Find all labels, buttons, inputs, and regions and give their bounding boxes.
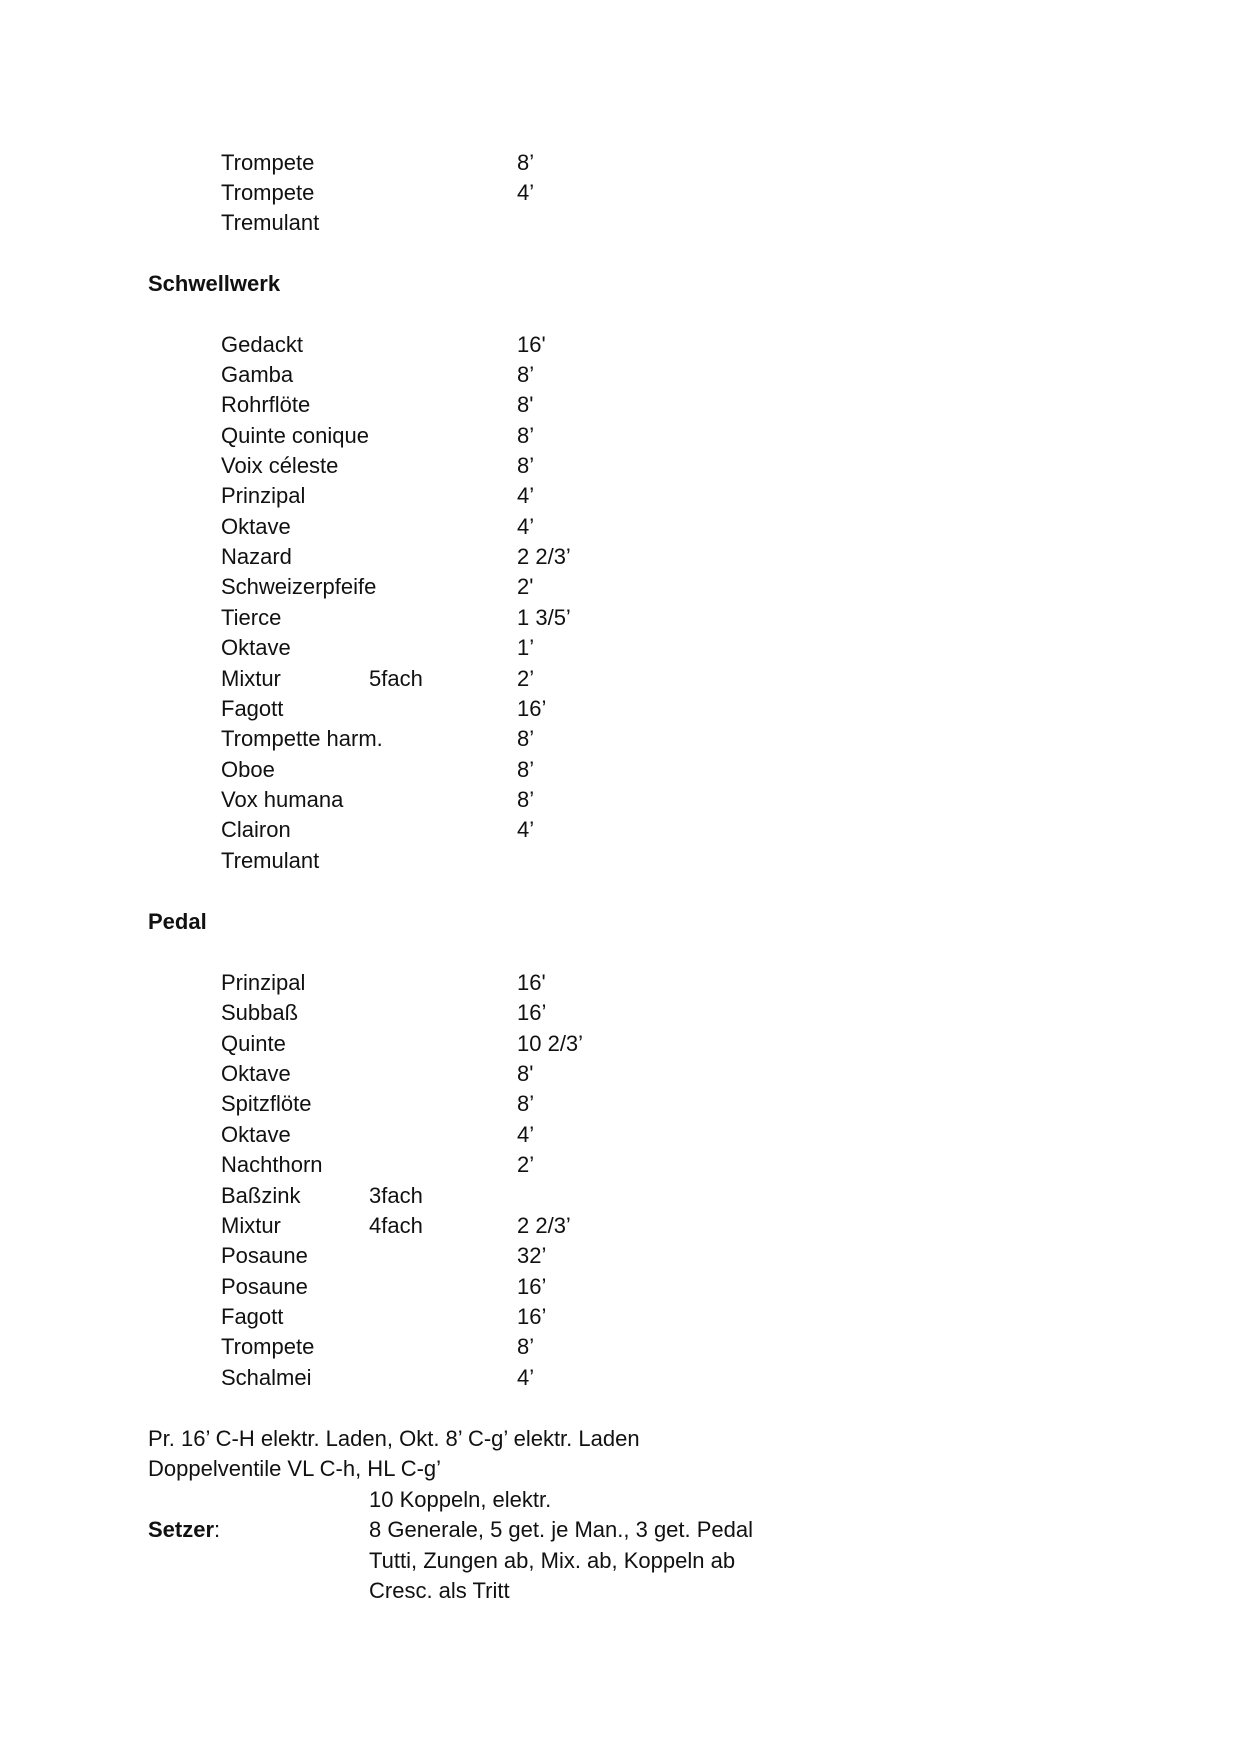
stop-name: Oboe [221, 757, 275, 782]
stop-size: 2’ [517, 1152, 535, 1177]
stop-size: 16' [517, 332, 546, 357]
section-heading-schwellwerk: Schwellwerk [148, 271, 281, 296]
stop-size: 1 3/5’ [517, 605, 571, 630]
stop-name: Tremulant [221, 210, 320, 235]
stop-name: Baßzink [221, 1183, 301, 1208]
stop-name: Vox humana [221, 787, 344, 812]
stop-size: 16’ [517, 1274, 547, 1299]
stop-size: 4’ [517, 1365, 535, 1390]
stop-name: Schweizerpfeife [221, 574, 377, 599]
stop-size: 8’ [517, 726, 535, 751]
stop-size: 16’ [517, 1000, 547, 1025]
stop-size: 10 2/3’ [517, 1031, 584, 1056]
stop-name: Subbaß [221, 1000, 299, 1025]
stop-name: Trompete [221, 150, 315, 175]
stop-size: 8’ [517, 362, 535, 387]
stop-name: Prinzipal [221, 483, 306, 508]
stop-size: 8’ [517, 757, 535, 782]
stop-name: Mixtur [221, 666, 281, 691]
stop-name: Gedackt [221, 332, 303, 357]
stop-size: 4’ [517, 483, 535, 508]
stop-size: 8' [517, 1061, 534, 1086]
stop-size: 4’ [517, 817, 535, 842]
stop-name: Clairon [221, 817, 291, 842]
stop-name: Oktave [221, 635, 291, 660]
stop-size: 1’ [517, 635, 535, 660]
stop-name: Posaune [221, 1274, 308, 1299]
stop-name: Quinte conique [221, 423, 369, 448]
stop-name: Spitzflöte [221, 1091, 312, 1116]
stop-size: 16’ [517, 1304, 547, 1329]
stop-name: Schalmei [221, 1365, 312, 1390]
stop-size: 16’ [517, 696, 547, 721]
stop-name: Mixtur [221, 1213, 281, 1238]
stop-size: 16' [517, 970, 546, 995]
stop-name: Trompete [221, 180, 315, 205]
setzer-label-colon: : [214, 1517, 221, 1542]
stop-size: 2 2/3’ [517, 544, 571, 569]
stop-name: Tremulant [221, 848, 320, 873]
stop-size: 4’ [517, 180, 535, 205]
stop-size: 8’ [517, 453, 535, 478]
section-heading-pedal: Pedal [148, 909, 207, 934]
stop-name: Oktave [221, 1061, 291, 1086]
setzer-label [148, 1515, 220, 1545]
stop-ranks: 5fach [369, 666, 423, 691]
stop-size: 2' [517, 574, 534, 599]
stop-size: 8’ [517, 1091, 535, 1116]
stop-name: Posaune [221, 1243, 308, 1268]
stop-ranks: 3fach [369, 1183, 423, 1208]
stop-size: 8’ [517, 1334, 535, 1359]
stop-ranks: 4fach [369, 1213, 423, 1238]
stop-name: Oktave [221, 1122, 291, 1147]
stop-name: Nazard [221, 544, 292, 569]
stop-name: Fagott [221, 696, 284, 721]
setzer-line: 8 Generale, 5 get. je Man., 3 get. Pedal [369, 1517, 754, 1542]
setzer-label-text: Setzer [148, 1517, 215, 1542]
technical-note-ventile: Doppelventile VL C-h, HL C-g’ [148, 1456, 442, 1481]
stop-size: 32’ [517, 1243, 547, 1268]
stop-size: 2 2/3’ [517, 1213, 571, 1238]
stop-name: Trompete [221, 1334, 315, 1359]
stop-size: 8' [517, 392, 534, 417]
setzer-line: Tutti, Zungen ab, Mix. ab, Koppeln ab [369, 1548, 736, 1573]
technical-note-laden: Pr. 16’ C-H elektr. Laden, Okt. 8’ C-g’ elektr. Laden [148, 1426, 640, 1451]
stop-name: Rohrflöte [221, 392, 311, 417]
stop-size: 8’ [517, 423, 535, 448]
technical-note-koppeln: 10 Koppeln, elektr. [369, 1487, 552, 1512]
stop-name: Voix céleste [221, 453, 339, 478]
stop-name: Fagott [221, 1304, 284, 1329]
stop-name: Oktave [221, 514, 291, 539]
stop-size: 4’ [517, 1122, 535, 1147]
stop-name: Gamba [221, 362, 294, 387]
stop-size: 8’ [517, 787, 535, 812]
stop-name: Tierce [221, 605, 282, 630]
stop-name: Nachthorn [221, 1152, 323, 1177]
setzer-line: Cresc. als Tritt [369, 1578, 510, 1603]
stop-size: 4’ [517, 514, 535, 539]
stop-name: Prinzipal [221, 970, 306, 995]
stop-size: 2’ [517, 666, 535, 691]
stop-name: Quinte [221, 1031, 286, 1056]
stop-size: 8’ [517, 150, 535, 175]
stop-name: Trompette harm. [221, 726, 383, 751]
